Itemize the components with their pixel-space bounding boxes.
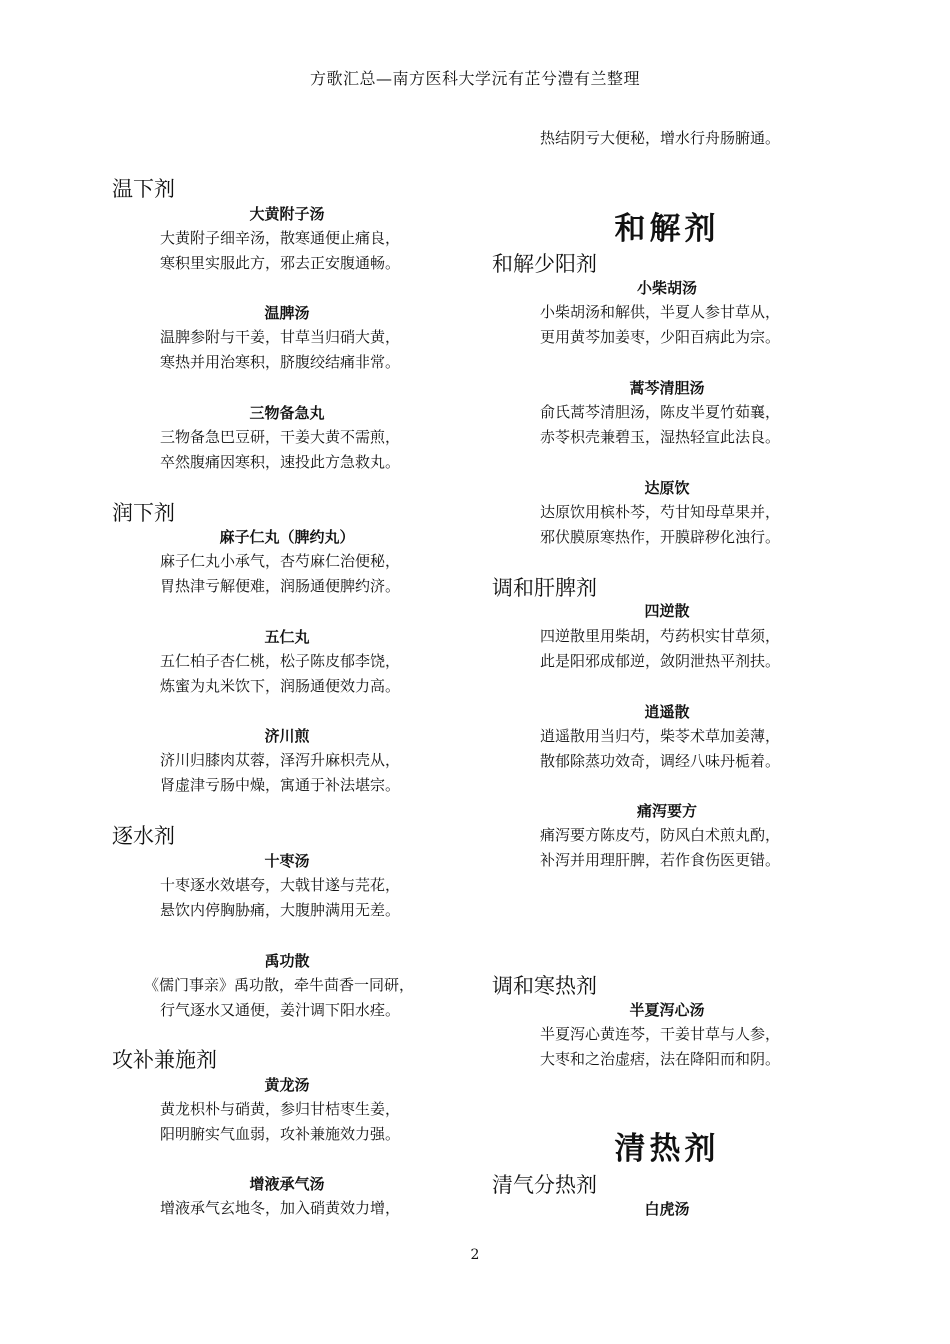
verse-line: 逍遥散用当归芍，柴苓术草加姜薄，: [540, 727, 781, 745]
verse-line: 寒积里实服此方，邪去正安腹通畅。: [160, 254, 401, 272]
verse-line: 寒热并用治寒积，脐腹绞结痛非常。: [160, 353, 401, 371]
verse-line: 麻子仁丸小承气，杏芍麻仁治便秘，: [160, 552, 401, 570]
section-heading: 调和寒热剂: [492, 974, 597, 998]
verse-line: 卒然腹痛因寒积，速投此方急救丸。: [160, 453, 401, 471]
verse-line: 痛泻要方陈皮芍，防风白术煎丸酌，: [540, 826, 781, 844]
section-heading: 调和肝脾剂: [492, 576, 597, 600]
formula-title: 温脾汤: [264, 304, 310, 322]
verse-line: 炼蜜为丸米饮下，润肠通便效力高。: [160, 677, 401, 695]
verse-line: 散郁除蒸功效奇，调经八味丹栀着。: [540, 752, 781, 770]
verse-line: 大枣和之治虚痞，法在降阳而和阴。: [540, 1050, 781, 1068]
verse-line: 俞氏蒿芩清胆汤，陈皮半夏竹茹襄，: [540, 403, 781, 421]
formula-title: 麻子仁丸（脾约丸）: [219, 528, 355, 546]
formula-title: 增液承气汤: [249, 1175, 325, 1193]
formula-title: 痛泻要方: [636, 802, 697, 820]
verse-line: 赤苓枳壳兼碧玉，湿热轻宣此法良。: [540, 428, 781, 446]
verse-line: 达原饮用槟朴芩，芍甘知母草果并，: [540, 503, 781, 521]
verse-line: 更用黄芩加姜枣，少阳百病此为宗。: [540, 328, 781, 346]
formula-title: 蒿芩清胆汤: [629, 379, 705, 397]
section-heading: 温下剂: [112, 177, 175, 201]
verse-line: 肾虚津亏肠中燥，寓通于补法堪宗。: [160, 776, 401, 794]
section-heading: 清气分热剂: [492, 1173, 597, 1197]
verse-line: 温脾参附与干姜，甘草当归硝大黄，: [160, 328, 401, 346]
formula-title: 达原饮: [644, 479, 690, 497]
chapter-heading: 清热剂: [614, 1131, 720, 1167]
formula-title: 大黄附子汤: [249, 205, 325, 223]
verse-line: 三物备急巴豆研，干姜大黄不需煎，: [160, 428, 401, 446]
page-number: 2: [470, 1247, 480, 1263]
formula-title: 禹功散: [264, 952, 310, 970]
formula-title: 济川煎: [264, 727, 310, 745]
verse-line: 《儒门事亲》禹功散，牵牛茴香一同研，: [144, 976, 415, 994]
verse-line: 黄龙枳朴与硝黄，参归甘桔枣生姜，: [160, 1100, 401, 1118]
verse-line: 此是阳邪成郁逆，敛阴泄热平剂扶。: [540, 652, 781, 670]
verse-line: 行气逐水又通便，姜汁调下阳水痊。: [160, 1001, 401, 1019]
verse-line: 胃热津亏解便难，润肠通便脾约济。: [160, 577, 401, 595]
formula-title: 四逆散: [644, 602, 690, 620]
verse-line: 热结阴亏大便秘，增水行舟肠腑通。: [540, 129, 781, 147]
verse-line: 阳明腑实气血弱，攻补兼施效力强。: [160, 1125, 401, 1143]
formula-title: 黄龙汤: [264, 1076, 310, 1094]
verse-line: 十枣逐水效堪夸，大戟甘遂与芫花，: [160, 876, 401, 894]
page-header: 方歌汇总—南方医科大学沅有芷兮澧有兰整理: [309, 69, 640, 88]
formula-title: 小柴胡汤: [636, 279, 697, 297]
formula-title: 五仁丸: [264, 628, 310, 646]
formula-title: 白虎汤: [644, 1200, 690, 1218]
chapter-heading: 和解剂: [614, 211, 720, 247]
verse-line: 邪伏膜原寒热作，开膜辟秽化浊行。: [540, 528, 781, 546]
formula-title: 半夏泻心汤: [629, 1001, 705, 1019]
formula-title: 十枣汤: [264, 852, 310, 870]
section-heading: 攻补兼施剂: [112, 1048, 217, 1072]
verse-line: 补泻并用理肝脾，若作食伤医更错。: [540, 851, 781, 869]
verse-line: 小柴胡汤和解供，半夏人参甘草从，: [540, 303, 781, 321]
verse-line: 四逆散里用柴胡，芍药枳实甘草须，: [540, 627, 781, 645]
verse-line: 五仁柏子杏仁桃，松子陈皮郁李饶，: [160, 652, 401, 670]
formula-title: 三物备急丸: [249, 404, 325, 422]
verse-line: 增液承气玄地冬，加入硝黄效力增，: [160, 1199, 401, 1217]
section-heading: 逐水剂: [112, 824, 175, 848]
verse-line: 悬饮内停胸胁痛，大腹肿满用无差。: [160, 901, 401, 919]
verse-line: 济川归膝肉苁蓉，泽泻升麻枳壳从，: [160, 751, 401, 769]
verse-line: 大黄附子细辛汤，散寒通便止痛良，: [160, 229, 401, 247]
formula-title: 逍遥散: [644, 703, 690, 721]
verse-line: 半夏泻心黄连芩，干姜甘草与人参，: [540, 1025, 781, 1043]
section-heading: 润下剂: [112, 501, 175, 525]
section-heading: 和解少阳剂: [492, 252, 597, 276]
